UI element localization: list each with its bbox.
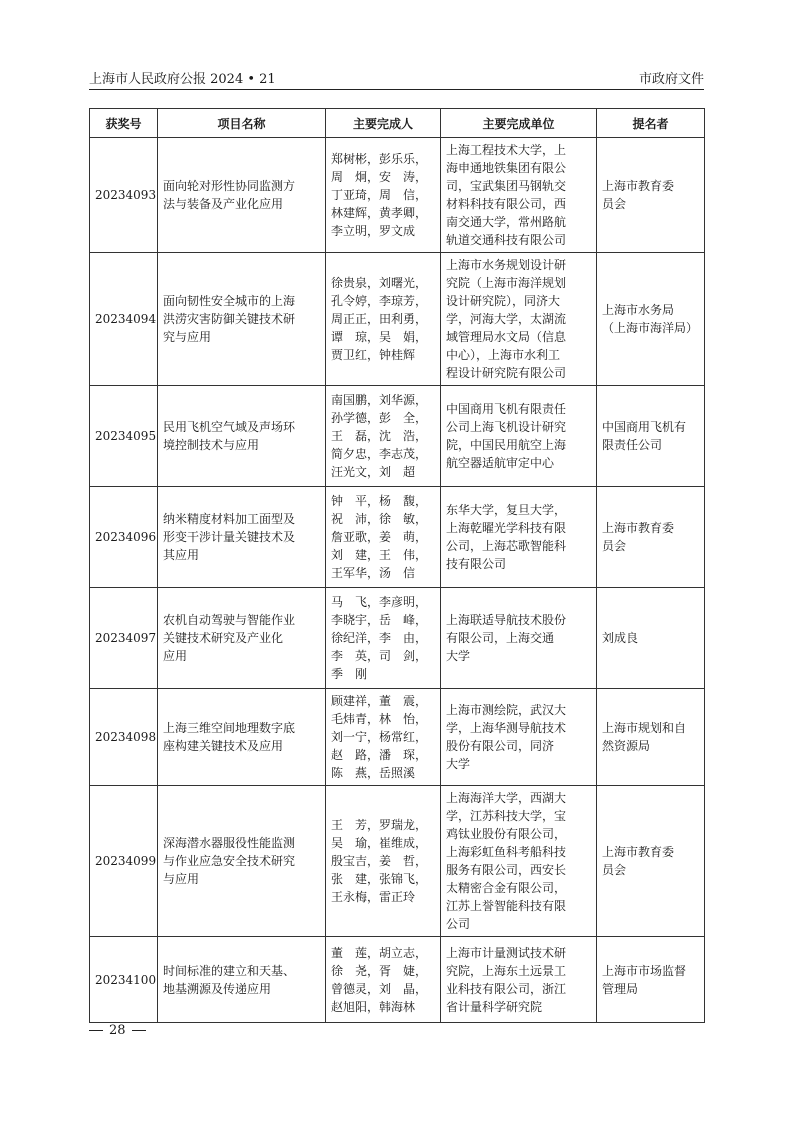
cell-text-line: 徐纪洋，李 由， [331,631,428,645]
cell-text-line: 座构建关键技术及应用 [163,739,284,753]
cell-text-line: 中心），上海市水利工 [446,348,561,362]
cell-text-line: 材料科技有限公司，西 [446,197,567,211]
cell-text-line: 简夕忠，李志茂， [331,447,428,461]
cell-text-line: 面向韧性安全城市的上海 [163,294,296,308]
table-row [90,487,705,588]
award-id-cell: 20234095 [90,386,158,487]
cell-text-line: 徐贵泉，刘曙光， [331,276,428,290]
gazette-title: 上海市人民政府公报 2024 • 21 [89,72,276,87]
cell-text-line: 院，中国民用航空上海 [446,438,567,452]
cell-text-line: 毛炜青，林 怡， [331,712,428,726]
cell-text-line: 程设计研究院有限公司 [446,366,567,380]
cell-text-line: 服务有限公司，西安长 [446,863,567,877]
cell-text-line: 丁亚琦，周 信， [331,188,428,202]
cell-text-line: 面向轮对形性协同监测方 [163,179,296,193]
cell-text-line: 王永梅，雷正玲 [331,890,416,904]
cell-text-line: 郑树彬，彭乐乐， [331,152,428,166]
cell-text-line: 管理局 [602,981,639,996]
cell-text-line: 上海市教育委 [602,179,675,193]
cell-text-line: 赵 路，潘 琛， [331,748,428,762]
project-name-cell [158,937,326,1023]
main-people-cell [326,138,441,253]
project-name-cell [158,786,326,937]
cell-text-line: 地基溯源及传递应用 [163,981,272,996]
cell-text-line: 陈 燕，岳照溪 [331,766,416,780]
cell-text-line: 汪光文，刘 超 [331,465,416,479]
cell-text-line: 王 磊，沈 浩， [331,429,428,443]
cell-text-line: 洪涝灾害防御关键技术研 [163,312,296,326]
cell-text-line: 究院（上海市海洋规划 [446,276,567,290]
nominator-cell [597,689,705,786]
cell-text-line: 鸡钛业股份有限公司， [446,827,567,841]
cell-text-line: 大学 [446,757,471,771]
cell-text-line: 域管理局水文局（信息 [446,330,567,344]
nominator-cell [597,253,705,386]
cell-text-line: 中国商用飞机有限责任 [446,402,567,416]
column-header-award-id: 获奖号 [90,109,158,138]
cell-text-line: 祝 沛，徐 敏， [331,512,428,526]
nominator-cell [597,937,705,1023]
cell-text-line: 农机自动驾驶与智能作业 [163,613,296,627]
nominator-cell [597,487,705,588]
main-units-cell [441,487,597,588]
table-row [90,588,705,689]
main-units-cell [441,386,597,487]
page-number: 28 [109,1023,126,1038]
cell-text-line: 上海市计量测试技术研 [446,945,567,960]
cell-text-line: 上海市教育委 [602,521,675,535]
main-people-cell [326,253,441,386]
cell-text-line: 究院，上海东土远景工 [446,963,567,978]
main-units-cell [441,937,597,1023]
award-id-cell: 20234099 [90,786,158,937]
cell-text-line: 学，上海华测导航技术 [446,721,567,735]
cell-text-line: 学，河海大学，太湖流 [446,312,567,326]
cell-text-line: 曾德灵，刘 晶， [331,981,428,996]
cell-text-line: 员会 [602,863,627,877]
cell-text-line: 然资源局 [602,739,651,753]
cell-text-line: 江苏上誉智能科技有限 [446,899,567,913]
main-units-cell [441,588,597,689]
cell-text-line: 赵旭阳，韩海林 [331,999,416,1014]
cell-text-line: 上海三维空间地理数字底 [163,721,296,735]
cell-text-line: 航空器适航审定中心 [446,456,555,470]
cell-text-line: 徐 尧，胥 婕， [331,963,428,978]
cell-text-line: 关键技术研究及产业化 [163,631,284,645]
table-row [90,937,705,1023]
cell-text-line: 马 飞，李彦明， [331,595,428,609]
cell-text-line: 学，江苏科技大学，宝 [446,809,567,823]
cell-text-line: 刘成良 [602,631,639,645]
award-id-cell: 20234098 [90,689,158,786]
cell-text-line: 东华大学，复旦大学， [446,503,567,517]
footer-dash-right [132,1030,146,1031]
cell-text-line: 司，宝武集团马钢轨交 [446,179,567,193]
cell-text-line: 境控制技术与应用 [163,438,260,452]
column-header-project: 项目名称 [158,109,326,138]
cell-text-line: 中国商用飞机有 [602,420,687,434]
main-people-cell [326,786,441,937]
cell-text-line: 时间标准的建立和天基、 [163,963,296,978]
cell-text-line: 上海工程技术大学，上 [446,143,567,157]
cell-text-line: 省计量科学研究院 [446,999,543,1014]
column-header-units: 主要完成单位 [441,109,597,138]
project-name-cell [158,253,326,386]
cell-text-line: 有限公司，上海交通 [446,631,555,645]
cell-text-line: 刘 建，王 伟， [331,548,428,562]
award-id-cell: 20234094 [90,253,158,386]
table-header-row [90,109,705,138]
header-divider [89,89,704,90]
cell-text-line: 詹亚歌，姜 萌， [331,530,428,544]
cell-text-line: 南国鹏，刘华源， [331,393,428,407]
cell-text-line: 上海市水务局 [602,303,675,317]
page-footer [89,1023,146,1038]
cell-text-line: 公司，上海芯歌智能科 [446,539,567,553]
column-header-people: 主要完成人 [326,109,441,138]
cell-text-line: 谭 琼，吴 娟， [331,330,428,344]
main-people-cell [326,689,441,786]
cell-text-line: 与作业应急安全技术研究 [163,854,296,868]
cell-text-line: 林建辉，黄孝卿， [331,206,428,220]
cell-text-line: 上海彩虹鱼科考船科技 [446,845,567,859]
cell-text-line: 法与装备及产业化应用 [163,197,284,211]
nominator-cell [597,138,705,253]
table-body [90,138,705,1023]
table-row [90,253,705,386]
cell-text-line: 设计研究院），同济大 [446,294,561,308]
award-id-cell: 20234093 [90,138,158,253]
cell-text-line: 业科技有限公司，浙江 [446,981,567,996]
cell-text-line: 上海海洋大学，西湖大 [446,791,567,805]
cell-text-line: 贾卫红，钟桂辉 [331,348,416,362]
section-title: 市政府文件 [638,72,704,87]
cell-text-line: 李晓宇，岳 峰， [331,613,428,627]
main-people-cell [326,937,441,1023]
cell-text-line: 周 炯，安 涛， [331,170,428,184]
cell-text-line: 孙学德，彭 全， [331,411,428,425]
main-units-cell [441,253,597,386]
project-name-cell [158,689,326,786]
project-name-cell [158,487,326,588]
project-name-cell [158,138,326,253]
main-people-cell [326,487,441,588]
cell-text-line: 上海乾曜光学科技有限 [446,521,567,535]
cell-text-line: 究与应用 [163,330,212,344]
cell-text-line: 周正正，田利勇， [331,312,428,326]
awards-table [89,108,705,1023]
cell-text-line: 上海市水务规划设计研 [446,258,567,272]
cell-text-line: 深海潜水器服役性能监测 [163,836,296,850]
cell-text-line: 李 英，司 剑， [331,649,428,663]
cell-text-line: 孔令婷，李琼芳， [331,294,428,308]
cell-text-line: （上海市海洋局） [602,321,699,335]
cell-text-line: 董 莲，胡立志， [331,945,428,960]
cell-text-line: 海申通地铁集团有限公 [446,161,567,175]
cell-text-line: 技有限公司 [446,557,507,571]
project-name-cell [158,588,326,689]
cell-text-line: 王军华，汤 信 [331,566,416,580]
main-units-cell [441,138,597,253]
column-header-nominator: 提名者 [597,109,705,138]
cell-text-line: 形变干涉计量关键技术及 [163,530,296,544]
table-row [90,786,705,937]
cell-text-line: 太精密合金有限公司， [446,881,567,895]
cell-text-line: 上海市规划和自 [602,721,687,735]
cell-text-line: 大学 [446,649,471,663]
main-units-cell [441,786,597,937]
main-units-cell [441,689,597,786]
cell-text-line: 上海市教育委 [602,845,675,859]
award-id-cell: 20234097 [90,588,158,689]
nominator-cell [597,786,705,937]
cell-text-line: 限责任公司 [602,438,663,452]
cell-text-line: 民用飞机空气域及声场环 [163,420,296,434]
cell-text-line: 季 刚 [331,667,368,681]
cell-text-line: 上海市市场监督 [602,963,687,978]
cell-text-line: 钟 平，杨 馥， [331,494,428,508]
cell-text-line: 股份有限公司，同济 [446,739,555,753]
main-people-cell [326,386,441,487]
page-header [89,66,704,88]
main-people-cell [326,588,441,689]
cell-text-line: 顾建祥，董 震， [331,694,428,708]
cell-text-line: 轨道交通科技有限公司 [446,233,567,247]
cell-text-line: 公司上海飞机设计研究 [446,420,567,434]
cell-text-line: 吴 瑜，崔维成， [331,836,428,850]
cell-text-line: 南交通大学，常州路航 [446,215,567,229]
cell-text-line: 殷宝吉，姜 哲， [331,854,428,868]
table-row [90,689,705,786]
cell-text-line: 王 芳，罗瑞龙， [331,818,428,832]
cell-text-line: 应用 [163,649,188,663]
footer-dash-left [89,1030,103,1031]
nominator-cell [597,386,705,487]
cell-text-line: 公司 [446,917,471,931]
cell-text-line: 其应用 [163,548,200,562]
cell-text-line: 上海市测绘院，武汉大 [446,703,567,717]
nominator-cell [597,588,705,689]
cell-text-line: 上海联适导航技术股份 [446,613,567,627]
table-row [90,138,705,253]
cell-text-line: 李立明，罗文成 [331,224,416,238]
cell-text-line: 刘一宁，杨常红， [331,730,428,744]
project-name-cell [158,386,326,487]
cell-text-line: 与应用 [163,872,200,886]
cell-text-line: 员会 [602,539,627,553]
cell-text-line: 张 建，张锦飞， [331,872,428,886]
cell-text-line: 纳米精度材料加工面型及 [163,512,296,526]
award-id-cell: 20234096 [90,487,158,588]
cell-text-line: 员会 [602,197,627,211]
table-row [90,386,705,487]
award-id-cell: 20234100 [90,937,158,1023]
